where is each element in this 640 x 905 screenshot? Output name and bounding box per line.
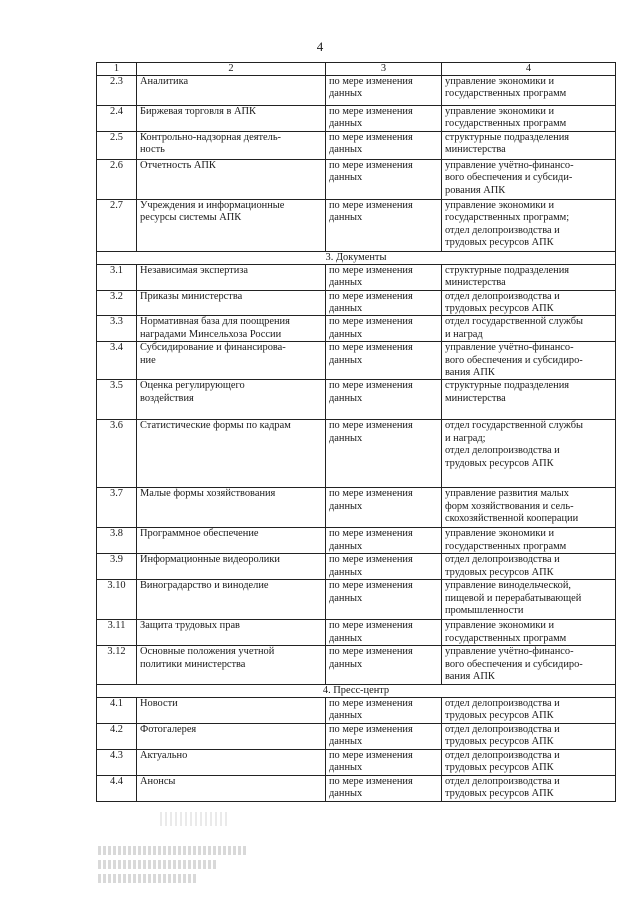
table-row <box>97 775 616 801</box>
table-row <box>97 106 616 132</box>
update-period: по мере изменения данных <box>326 316 442 342</box>
item-number: 2.3 <box>97 76 137 106</box>
item-name: Контрольно-надзорная деятель- ность <box>137 131 326 159</box>
item-name: Фотогалерея <box>137 723 326 749</box>
update-period: по мере изменения данных <box>326 749 442 775</box>
table-row <box>97 488 616 528</box>
responsible-unit: структурные подразделения министерства <box>442 264 616 290</box>
update-period: по мере изменения данных <box>326 528 442 554</box>
update-period: по мере изменения данных <box>326 646 442 684</box>
responsible-unit: управление развития малых форм хозяйствования и сель- скохозяйственной кооперации <box>442 488 616 528</box>
header-col-1: 1 <box>97 63 137 76</box>
responsible-unit: отдел государственной службы и наград; отдел делопроизводства и трудовых ресурсов АПК <box>442 420 616 488</box>
table-row <box>97 646 616 684</box>
update-period: по мере изменения данных <box>326 76 442 106</box>
responsible-unit: управление винодельческой, пищевой и перерабатывающей промышленности <box>442 580 616 620</box>
header-col-2: 2 <box>137 63 326 76</box>
responsible-unit: управление учётно-финансо- вого обеспечения и субсиди- рования АПК <box>442 159 616 199</box>
responsible-unit: управление учётно-финансо- вого обеспечения и субсидиро- вания АПК <box>442 646 616 684</box>
item-number: 3.10 <box>97 580 137 620</box>
responsible-unit: управление экономики и государственных программ <box>442 528 616 554</box>
section-header-row <box>97 251 616 264</box>
update-period: по мере изменения данных <box>326 290 442 316</box>
update-period: по мере изменения данных <box>326 159 442 199</box>
scan-artifact-line <box>98 846 248 855</box>
item-name: Новости <box>137 697 326 723</box>
update-period: по мере изменения данных <box>326 488 442 528</box>
table-body <box>97 63 616 802</box>
item-name: Учреждения и информационные ресурсы системы АПК <box>137 199 326 251</box>
update-period: по мере изменения данных <box>326 580 442 620</box>
item-name: Основные положения учетной политики министерства <box>137 646 326 684</box>
table-row <box>97 199 616 251</box>
responsible-unit: структурные подразделения министерства <box>442 380 616 420</box>
responsible-unit: управление экономики и государственных программ <box>442 106 616 132</box>
item-number: 3.2 <box>97 290 137 316</box>
item-number: 3.8 <box>97 528 137 554</box>
item-name: Субсидирование и финансирова- ние <box>137 342 326 380</box>
responsible-unit: структурные подразделения министерства <box>442 131 616 159</box>
table-row <box>97 131 616 159</box>
item-name: Приказы министерства <box>137 290 326 316</box>
table-row <box>97 342 616 380</box>
update-period: по мере изменения данных <box>326 342 442 380</box>
table-row <box>97 528 616 554</box>
item-name: Аналитика <box>137 76 326 106</box>
responsible-unit: отдел делопроизводства и трудовых ресурсов АПК <box>442 775 616 801</box>
table-row <box>97 316 616 342</box>
item-name: Актуально <box>137 749 326 775</box>
table-row <box>97 580 616 620</box>
update-period: по мере изменения данных <box>326 723 442 749</box>
table-row <box>97 159 616 199</box>
item-name: Программное обеспечение <box>137 528 326 554</box>
item-number: 3.11 <box>97 620 137 646</box>
item-number: 3.3 <box>97 316 137 342</box>
item-name: Защита трудовых прав <box>137 620 326 646</box>
section-header-row <box>97 684 616 697</box>
table-row <box>97 723 616 749</box>
item-number: 3.4 <box>97 342 137 380</box>
table-row <box>97 420 616 488</box>
update-period: по мере изменения данных <box>326 106 442 132</box>
item-number: 2.6 <box>97 159 137 199</box>
table-row <box>97 749 616 775</box>
section-title: 4. Пресс-центр <box>97 684 616 697</box>
responsible-unit: отдел делопроизводства и трудовых ресурсов АПК <box>442 290 616 316</box>
item-number: 4.2 <box>97 723 137 749</box>
table-row <box>97 264 616 290</box>
item-number: 3.5 <box>97 380 137 420</box>
item-name: Оценка регулирующего воздействия <box>137 380 326 420</box>
item-number: 3.12 <box>97 646 137 684</box>
item-name: Статистические формы по кадрам <box>137 420 326 488</box>
section-title: 3. Документы <box>97 251 616 264</box>
table-row <box>97 380 616 420</box>
item-name: Анонсы <box>137 775 326 801</box>
table-row <box>97 290 616 316</box>
item-number: 4.1 <box>97 697 137 723</box>
responsible-unit: отдел делопроизводства и трудовых ресурсов АПК <box>442 697 616 723</box>
item-name: Независимая экспертиза <box>137 264 326 290</box>
header-col-3: 3 <box>326 63 442 76</box>
responsible-unit: управление экономики и государственных программ <box>442 620 616 646</box>
responsibility-table <box>96 62 616 802</box>
responsible-unit: управление экономики и государственных программ; отдел делопроизводства и трудовых ресурсов АПК <box>442 199 616 251</box>
update-period: по мере изменения данных <box>326 697 442 723</box>
table-row <box>97 620 616 646</box>
update-period: по мере изменения данных <box>326 199 442 251</box>
item-name: Отчетность АПК <box>137 159 326 199</box>
item-number: 3.1 <box>97 264 137 290</box>
table-header-row <box>97 63 616 76</box>
scan-smudge <box>160 812 230 826</box>
update-period: по мере изменения данных <box>326 554 442 580</box>
responsible-unit: отдел делопроизводства и трудовых ресурсов АПК <box>442 554 616 580</box>
page-number: 4 <box>316 39 324 54</box>
responsible-unit: управление учётно-финансо- вого обеспечения и субсидиро- вания АПК <box>442 342 616 380</box>
item-number: 4.3 <box>97 749 137 775</box>
responsible-unit: отдел делопроизводства и трудовых ресурсов АПК <box>442 723 616 749</box>
update-period: по мере изменения данных <box>326 775 442 801</box>
item-name: Малые формы хозяйствования <box>137 488 326 528</box>
scan-artifact-line <box>98 860 218 869</box>
item-number: 4.4 <box>97 775 137 801</box>
update-period: по мере изменения данных <box>326 420 442 488</box>
header-col-4: 4 <box>442 63 616 76</box>
item-number: 2.4 <box>97 106 137 132</box>
item-number: 3.6 <box>97 420 137 488</box>
responsible-unit: отдел государственной службы и наград <box>442 316 616 342</box>
scan-artifact-line <box>98 874 198 883</box>
item-name: Информационные видеоролики <box>137 554 326 580</box>
responsible-unit: отдел делопроизводства и трудовых ресурсов АПК <box>442 749 616 775</box>
table-row <box>97 554 616 580</box>
item-number: 2.5 <box>97 131 137 159</box>
table-row <box>97 697 616 723</box>
update-period: по мере изменения данных <box>326 131 442 159</box>
update-period: по мере изменения данных <box>326 620 442 646</box>
item-number: 3.9 <box>97 554 137 580</box>
item-number: 2.7 <box>97 199 137 251</box>
item-name: Биржевая торговля в АПК <box>137 106 326 132</box>
item-name: Нормативная база для поощрения наградами Минсельхоза России <box>137 316 326 342</box>
responsible-unit: управление экономики и государственных программ <box>442 76 616 106</box>
update-period: по мере изменения данных <box>326 380 442 420</box>
item-number: 3.7 <box>97 488 137 528</box>
update-period: по мере изменения данных <box>326 264 442 290</box>
table-row <box>97 76 616 106</box>
item-name: Виноградарство и виноделие <box>137 580 326 620</box>
